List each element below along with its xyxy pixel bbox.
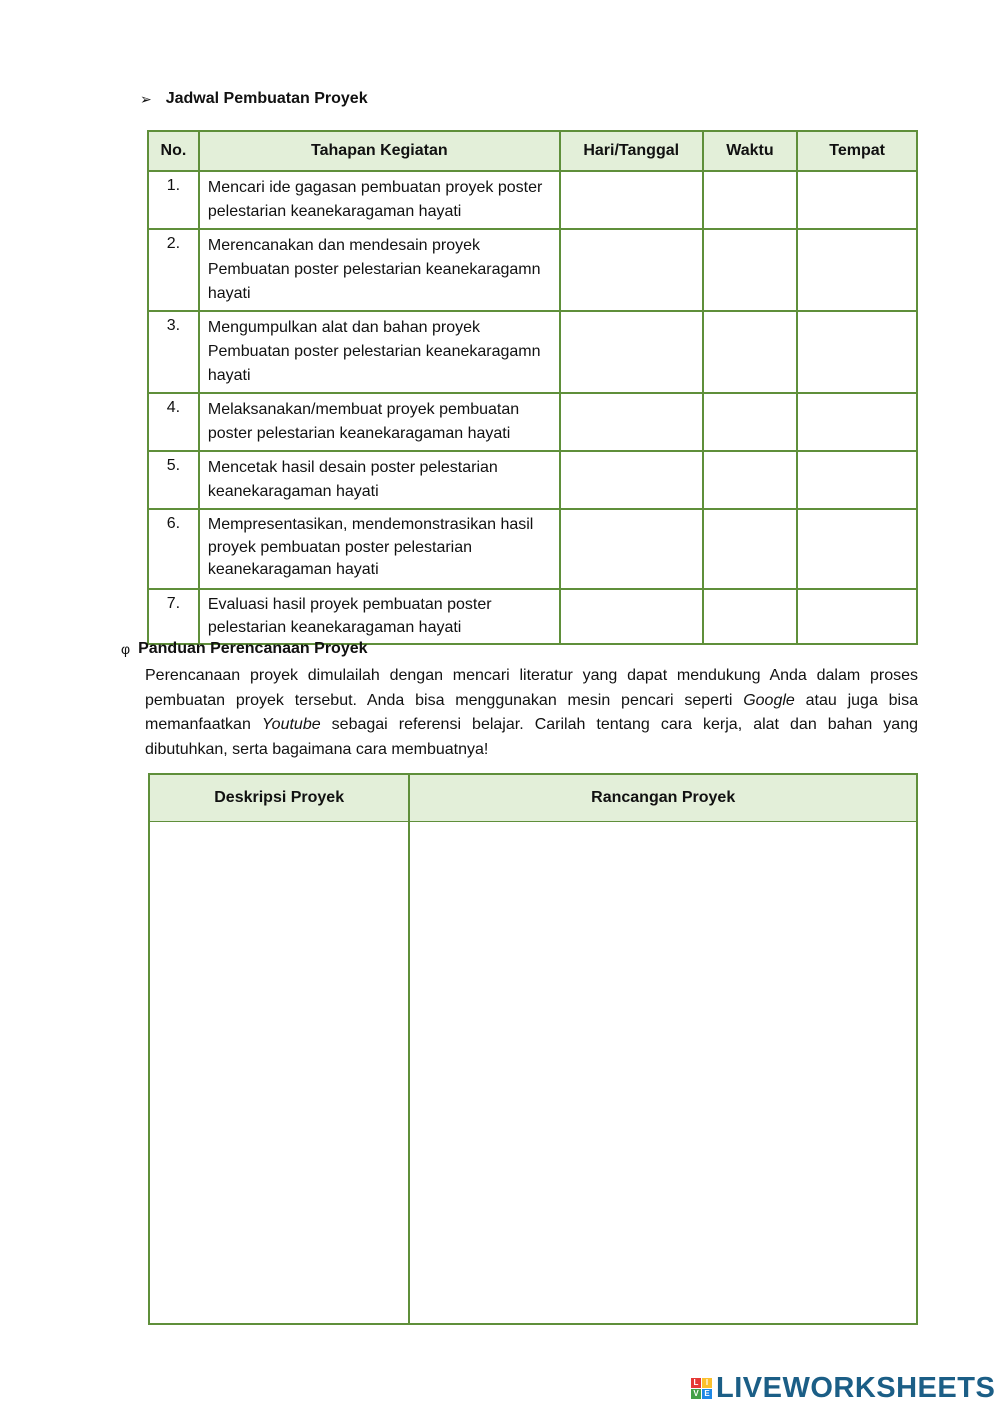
row-tahapan: Melaksanakan/membuat proyek pembuatan poster pelestarian keanekaragaman hayati	[199, 393, 560, 451]
header-no: No.	[148, 131, 199, 171]
header-waktu: Waktu	[703, 131, 798, 171]
schedule-header-row	[148, 131, 917, 171]
header-rancangan: Rancangan Proyek	[409, 774, 917, 822]
deskripsi-input-area[interactable]	[149, 822, 409, 1325]
arrow-bullet-icon: ➢	[140, 90, 152, 107]
table-row	[148, 451, 917, 509]
row-tahapan: Merencanakan dan mendesain proyek Pembuatan poster pelestarian keanekaragamn hayati	[199, 229, 560, 311]
row-number: 3.	[148, 311, 199, 393]
cell-tanggal[interactable]	[560, 229, 703, 311]
logo-letter: I	[702, 1378, 712, 1388]
cell-tanggal[interactable]	[560, 451, 703, 509]
header-tempat: Tempat	[797, 131, 917, 171]
cell-tanggal[interactable]	[560, 589, 703, 644]
cell-tempat[interactable]	[797, 393, 917, 451]
row-tahapan: Mempresentasikan, mendemonstrasikan hasil proyek pembuatan poster pelestarian keanekaragaman hayati	[199, 509, 560, 589]
google-text: Google	[743, 691, 795, 709]
cell-tanggal[interactable]	[560, 393, 703, 451]
cell-waktu[interactable]	[703, 589, 798, 644]
row-number: 4.	[148, 393, 199, 451]
cell-tanggal[interactable]	[560, 311, 703, 393]
logo-text: LIVEWORKSHEETS	[716, 1372, 996, 1404]
planning-paragraph	[145, 664, 918, 762]
table-row	[148, 393, 917, 451]
schedule-title: Jadwal Pembuatan Proyek	[165, 90, 368, 107]
liveworksheets-logo	[691, 1372, 995, 1405]
planning-header-row	[149, 774, 917, 822]
header-tahapan: Tahapan Kegiatan	[199, 131, 560, 171]
row-tahapan: Mengumpulkan alat dan bahan proyek Pembuatan poster pelestarian keanekaragamn hayati	[199, 311, 560, 393]
header-deskripsi: Deskripsi Proyek	[149, 774, 409, 822]
table-row	[148, 171, 917, 229]
cell-tempat[interactable]	[797, 311, 917, 393]
cell-tempat[interactable]	[797, 509, 917, 589]
schedule-table	[147, 130, 918, 645]
row-tahapan: Mencetak hasil desain poster pelestarian keanekaragaman hayati	[199, 451, 560, 509]
table-row	[148, 311, 917, 393]
planning-body-row	[149, 822, 917, 1325]
table-row	[148, 229, 917, 311]
logo-letter: V	[691, 1389, 701, 1399]
cell-waktu[interactable]	[703, 171, 798, 229]
cell-waktu[interactable]	[703, 311, 798, 393]
youtube-text: Youtube	[261, 716, 321, 733]
header-tanggal: Hari/Tanggal	[560, 131, 703, 171]
logo-letter: L	[691, 1378, 701, 1388]
table-row	[148, 509, 917, 589]
row-tahapan: Mencari ide gagasan pembuatan proyek poster pelestarian keanekaragaman hayati	[199, 171, 560, 229]
rancangan-input-area[interactable]	[409, 822, 917, 1325]
planning-title: Panduan Perencanaan Proyek	[138, 640, 368, 657]
row-tahapan: Evaluasi hasil proyek pembuatan poster pelestarian keanekaragaman hayati	[199, 589, 560, 644]
cell-tempat[interactable]	[797, 589, 917, 644]
cell-tempat[interactable]	[797, 171, 917, 229]
row-number: 5.	[148, 451, 199, 509]
cell-waktu[interactable]	[703, 229, 798, 311]
cell-tanggal[interactable]	[560, 509, 703, 589]
table-row	[148, 589, 917, 644]
para-part-3: sebagai referensi belajar. Carilah tentang cara kerja, alat dan bahan yang dibutuhkan, serta bagaimana cara membuatnya!	[145, 716, 919, 758]
row-number: 1.	[148, 171, 199, 229]
schedule-heading	[140, 90, 368, 108]
liveworksheets-logo-icon	[691, 1378, 712, 1399]
planning-table	[148, 773, 918, 1325]
cell-tempat[interactable]	[797, 451, 917, 509]
cell-tempat[interactable]	[797, 229, 917, 311]
row-number: 7.	[148, 589, 199, 644]
planning-heading	[121, 640, 368, 658]
phi-bullet-icon: φ	[121, 641, 131, 657]
para-part-2: atau juga bisa memanfaatkan	[145, 691, 919, 733]
cell-waktu[interactable]	[703, 451, 798, 509]
cell-waktu[interactable]	[703, 509, 798, 589]
row-number: 6.	[148, 509, 199, 589]
cell-tanggal[interactable]	[560, 171, 703, 229]
para-part-1: Perencanaan proyek dimulailah dengan mencari literatur yang dapat mendukung Anda dalam proses pembuatan proyek tersebut. Anda bisa menggunakan mesin pencari seperti	[145, 667, 918, 709]
row-number: 2.	[148, 229, 199, 311]
logo-letter: E	[702, 1389, 712, 1399]
cell-waktu[interactable]	[703, 393, 798, 451]
